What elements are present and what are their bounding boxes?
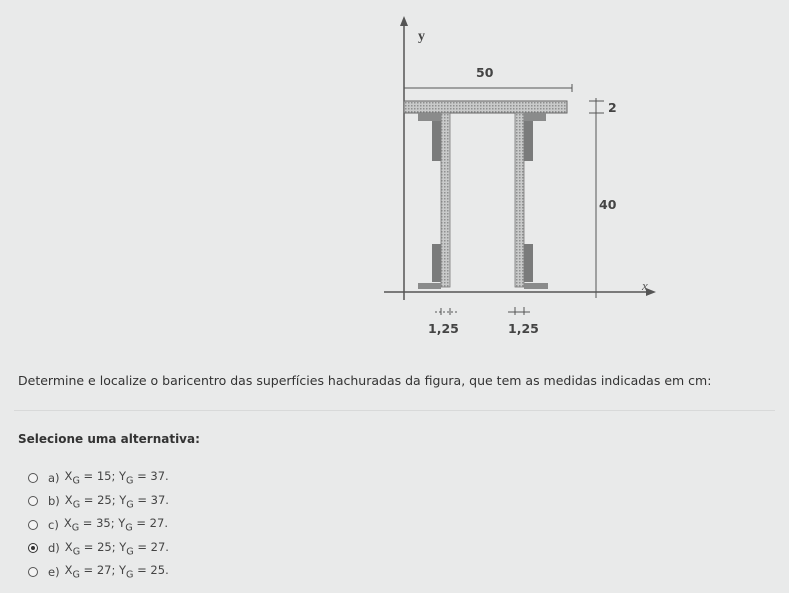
option-a-letter: a): [48, 470, 60, 485]
divider: [14, 410, 775, 411]
option-a-value: $X_G = 15$; $Y_G = 37$.: [64, 469, 169, 487]
flange-dimension-label: 2: [608, 100, 617, 115]
option-b-letter: b): [48, 494, 60, 509]
width-dimension-label: 50: [476, 65, 494, 80]
option-d-radio[interactable]: [28, 543, 38, 553]
left-web-lower-shade: [432, 244, 441, 282]
option-d-value: $X_G = 25$; $Y_G = 27$.: [64, 539, 169, 557]
option-c-radio[interactable]: [28, 520, 38, 530]
option-b-radio[interactable]: [28, 496, 38, 506]
right-web-lower-shade: [524, 244, 533, 282]
x-axis-label: x: [642, 278, 648, 293]
right-web-dimension-label: 1,25: [508, 321, 539, 336]
option-c[interactable]: [28, 513, 169, 537]
left-web: [441, 113, 450, 287]
option-b-value: $X_G = 25$; $Y_G = 37$.: [64, 492, 169, 510]
left-web-dimension-label: 1,25: [428, 321, 459, 336]
right-web-bottom-shade: [524, 283, 548, 289]
option-a-radio[interactable]: [28, 473, 38, 483]
answer-options: [28, 466, 169, 584]
question-text: Determine e localize o baricentro das superfícies hachuradas da figura, que tem as medidas indicadas em cm:: [18, 373, 712, 388]
option-e-letter: e): [48, 564, 60, 579]
option-d-letter: d): [48, 541, 60, 556]
option-c-letter: c): [48, 517, 59, 532]
option-e-value: $X_G = 27$; $Y_G = 25$.: [64, 563, 169, 581]
y-axis-label: y: [418, 29, 425, 44]
top-flange: [404, 101, 567, 113]
option-b[interactable]: [28, 490, 169, 514]
right-web: [515, 113, 524, 287]
option-e[interactable]: [28, 560, 169, 584]
option-c-value: $X_G = 35$; $Y_G = 27$.: [63, 516, 168, 534]
left-web-top-shade: [418, 113, 441, 121]
height-dimension-label: 40: [599, 197, 617, 212]
y-axis-arrow: [400, 16, 408, 26]
left-web-bottom-shade: [418, 283, 441, 289]
option-d[interactable]: [28, 537, 169, 561]
right-web-top-shade: [524, 113, 546, 121]
left-web-upper-shade: [432, 121, 441, 161]
option-e-radio[interactable]: [28, 567, 38, 577]
option-a[interactable]: [28, 466, 169, 490]
right-web-upper-shade: [524, 121, 533, 161]
select-prompt: Selecione uma alternativa:: [18, 432, 200, 446]
